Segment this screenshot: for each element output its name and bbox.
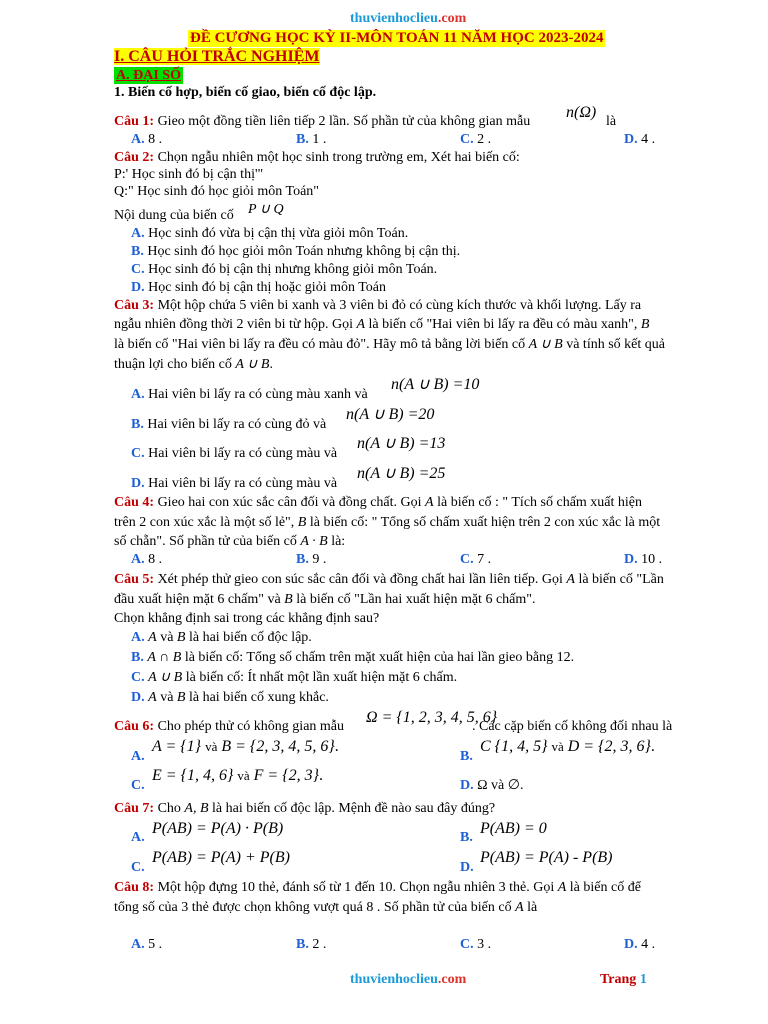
question-4: Câu 4: Gieo hai con xúc sắc cân đối và đồng chất. Gọi A là biến cố : " Tích số chấm xuất hiện [114,495,643,510]
q6-math: Ω = {1, 2, 3, 4, 5, 6} [366,709,498,726]
q8-option-a[interactable]: A. 5 . [131,937,163,952]
q6-option-a-math: A = {1} và B = {2, 3, 4, 5, 6}. [152,738,339,755]
q4-option-c[interactable]: C. 7 . [460,552,492,567]
q3-option-b-math: n(A ∪ B) =20 [346,406,435,423]
question-1: Câu 1: Gieo một đồng tiền liên tiếp 2 lần. Số phần tử của không gian mẫu [114,114,531,129]
q5-option-c[interactable]: C. A ∪ B là biến cố: Ít nhất một lần xuất hiện mặt 6 chấm. [131,670,458,685]
footer-site: thuvienhoclieu.com [350,972,467,987]
q8-option-b[interactable]: B. 2 . [296,937,327,952]
q3-line-3: là biến cố "Hai viên bi lấy ra đều có màu đỏ". Hãy mô tả bằng lời biến cố A ∪ B và tính số kết quả [114,337,665,352]
q3-option-c-math: n(A ∪ B) =13 [357,435,446,452]
q7-option-d[interactable]: D. [460,860,474,875]
q8-line-2: tổng số của 3 thẻ được chọn không vượt quá 8 . Số phần tử của biến cố A là [114,900,538,915]
question-8: Câu 8: Một hộp đựng 10 thẻ, đánh số từ 1 đến 10. Chọn ngẫu nhiên 3 thẻ. Gọi A là biến cố để [114,880,641,895]
q3-option-d[interactable]: D. Hai viên bi lấy ra có cùng màu và [131,476,338,491]
question-5: Câu 5: Xét phép thử gieo con súc sắc cân đối và đồng chất hai lần liên tiếp. Gọi A là biến cố "Lần [114,572,664,587]
topic-heading: 1. Biến cố hợp, biến cố giao, biến cố độc lập. [114,85,377,100]
q4-line-2: trên 2 con xúc xắc là một số lẻ", B là biến cố: " Tổng số chấm xuất hiện trên 2 con xúc xắc là một [114,515,661,530]
q3-option-c[interactable]: C. Hai viên bi lấy ra có cùng màu và [131,446,338,461]
q4-option-b[interactable]: B. 9 . [296,552,327,567]
q6-option-a[interactable]: A. [131,749,145,764]
q2-option-a[interactable]: A. Học sinh đó vừa bị cận thị vừa giỏi môn Toán. [131,226,409,241]
q2-option-d[interactable]: D. Học sinh đó bị cận thị hoặc giỏi môn Toán [131,280,387,295]
q7-option-b[interactable]: B. [460,830,473,845]
q6-option-c-math: E = {1, 4, 6} và F = {2, 3}. [152,767,324,784]
q2-math: P ∪ Q [248,202,284,217]
q5-line-3: Chọn khẳng định sai trong các khẳng định sau? [114,611,380,626]
q2-event-p: P:' Học sinh đó bị cận thị'" [114,167,264,182]
q7-option-a[interactable]: A. [131,830,145,845]
q3-option-a[interactable]: A. Hai viên bi lấy ra có cùng màu xanh và [131,387,368,402]
q3-option-a-math: n(A ∪ B) =10 [391,376,480,393]
q3-option-d-math: n(A ∪ B) =25 [357,465,446,482]
q2-event-q: Q:" Học sinh đó học giỏi môn Toán" [114,184,320,199]
q3-line-2: ngẫu nhiên đồng thời 2 viên bi từ hộp. Gọi A là biến cố "Hai viên bi lấy ra đều có màu xanh", B [114,317,650,332]
q6-tail: . Các cặp biến cố không đối nhau là [472,719,673,734]
q2-option-c[interactable]: C. Học sinh đó bị cận thị nhưng không giỏi môn Toán. [131,262,438,277]
q6-option-b-math: C {1, 4, 5} và D = {2, 3, 6}. [480,738,655,755]
q4-option-d[interactable]: D. 10 . [624,552,663,567]
question-2: Câu 2: Chọn ngẫu nhiên một học sinh trong trường em, Xét hai biến cố: [114,150,520,165]
q4-line-3: số chẵn". Số phần tử của biến cố A · B là: [114,534,346,549]
q1-option-a[interactable]: A. 8 . [131,132,163,147]
page-title: ĐỀ CƯƠNG HỌC KỲ II-MÔN TOÁN 11 NĂM HỌC 2023-2024 [190,30,604,46]
q7-option-b-math: P(AB) = 0 [480,820,547,837]
q1-tail: là [606,114,617,129]
q3-line-4: thuận lợi cho biến cố A ∪ B. [114,357,273,372]
q8-option-d[interactable]: D. 4 . [624,937,656,952]
q2-content: Nội dung của biến cố [114,208,234,223]
q6-option-c[interactable]: C. [131,778,145,793]
q8-option-c[interactable]: C. 3 . [460,937,492,952]
q7-option-c[interactable]: C. [131,860,145,875]
q6-option-d[interactable]: D. Ω và ∅. [460,778,524,793]
q5-option-a[interactable]: A. A và B là hai biến cố độc lập. [131,630,312,645]
q1-option-c[interactable]: C. 2 . [460,132,492,147]
q1-option-d[interactable]: D. 4 . [624,132,656,147]
section-heading: I. CÂU HỎI TRẮC NGHIỆM [114,48,320,65]
q5-option-d[interactable]: D. A và B là hai biến cố xung khắc. [131,690,329,705]
q3-option-b[interactable]: B. Hai viên bi lấy ra có cùng đỏ và [131,417,327,432]
subsection-heading: A. ĐẠI SỐ [116,68,181,83]
q5-line-2: đầu xuất hiện mặt 6 chấm" và B là biến cố "Lần hai xuất hiện mặt 6 chấm". [114,592,536,607]
q7-option-c-math: P(AB) = P(A) + P(B) [152,849,290,866]
q7-option-a-math: P(AB) = P(A) · P(B) [152,820,284,837]
q2-option-b[interactable]: B. Học sinh đó học giỏi môn Toán nhưng không bị cận thị. [131,244,461,259]
page-number: Trang 1 [600,972,647,987]
q6-option-b[interactable]: B. [460,749,473,764]
question-3: Câu 3: Một hộp chứa 5 viên bi xanh và 3 viên bi đỏ có cùng kích thước và khối lượng. Lấy ra [114,298,642,313]
question-6: Câu 6: Cho phép thử có không gian mẫu [114,719,345,734]
header-site: thuvienhoclieu.com [350,11,467,26]
q4-option-a[interactable]: A. 8 . [131,552,163,567]
question-7: Câu 7: Cho A, B là hai biến cố độc lập. Mệnh đề nào sau đây đúng? [114,801,496,816]
q5-option-b[interactable]: B. A ∩ B là biến cố: Tổng số chấm trên mặt xuất hiện của hai lần gieo bằng 12. [131,650,575,665]
q1-option-b[interactable]: B. 1 . [296,132,327,147]
q1-math: n(Ω) [566,104,597,121]
q7-option-d-math: P(AB) = P(A) - P(B) [480,849,613,866]
